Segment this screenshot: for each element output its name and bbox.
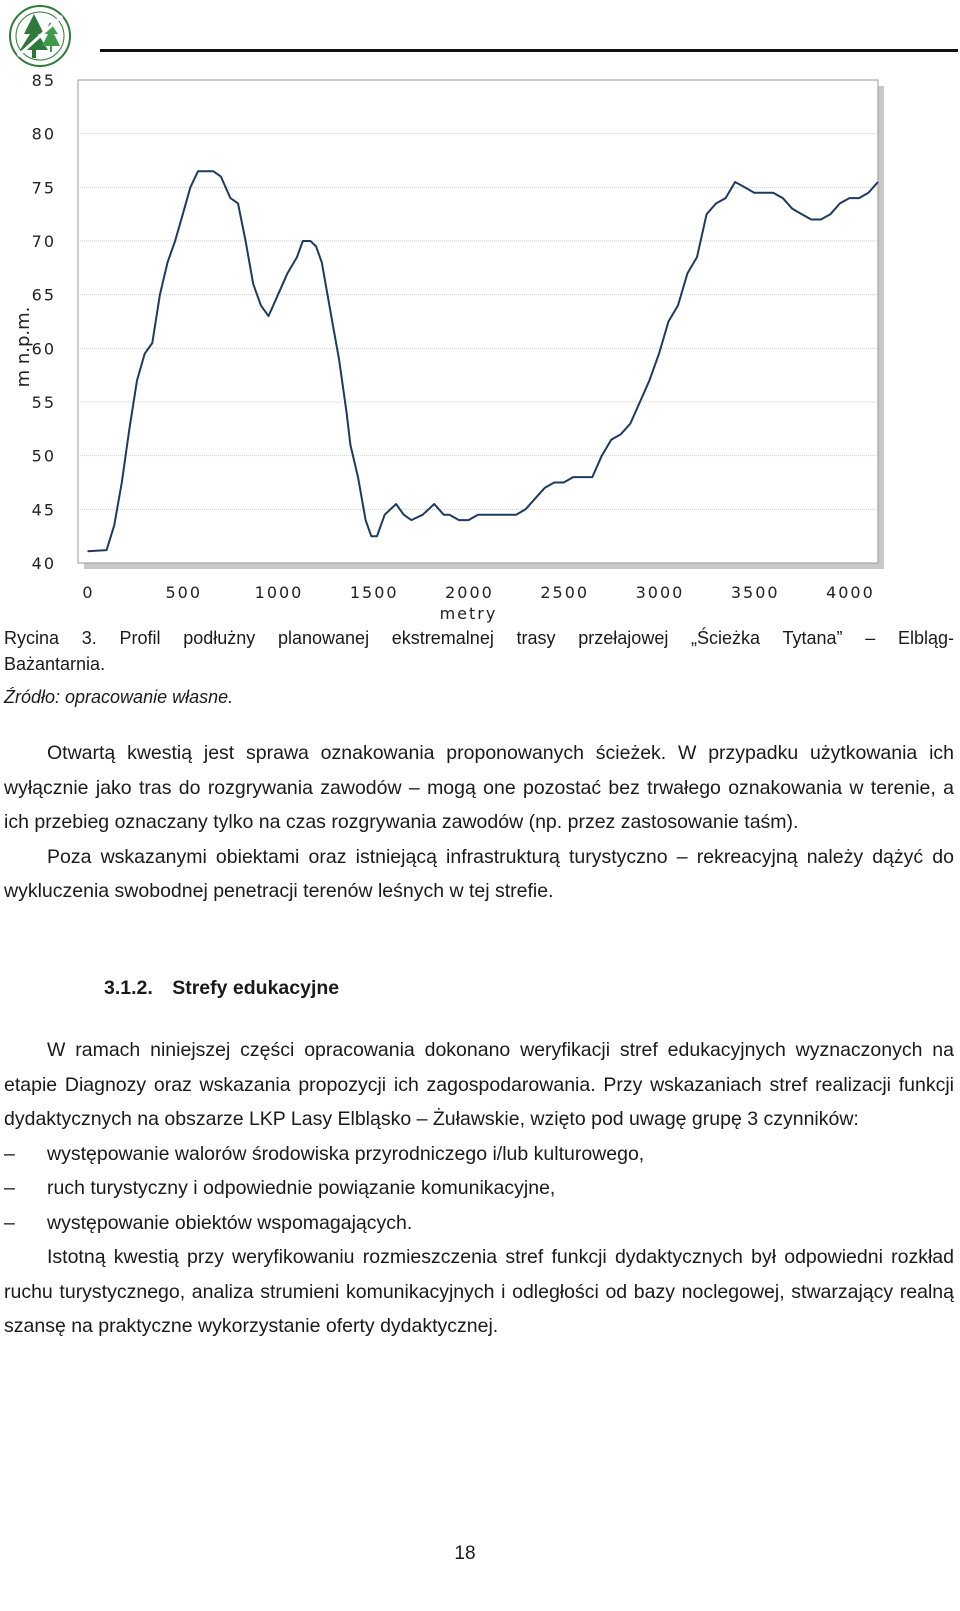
x-tick-label: 1500	[349, 583, 399, 602]
body-section-2	[4, 1033, 954, 1344]
factor-list	[4, 1137, 954, 1241]
y-tick-label: 70	[31, 232, 56, 251]
x-axis-ticks	[82, 583, 874, 602]
x-tick-label: 1000	[254, 583, 304, 602]
figure-source: Źródło: opracowanie własne.	[4, 687, 234, 707]
y-tick-label: 45	[31, 500, 56, 520]
forestry-office-logo	[4, 4, 76, 68]
elevation-profile-svg	[0, 60, 960, 645]
figure-caption	[4, 625, 954, 677]
section-title: Strefy edukacyjne	[172, 977, 340, 999]
y-tick-label: 40	[31, 554, 56, 573]
chart-frame-border	[78, 80, 878, 563]
x-tick-label: 4000	[826, 583, 875, 602]
y-tick-label: 60	[31, 339, 56, 359]
paragraph-penetration: Poza wskazanymi obiektami oraz istniejącą infrastrukturą turystyczno – rekreacyjną należy dążyć do wykluczenia swobodnej penetracji terenów leśnych w tej strefie.	[4, 845, 954, 902]
y-tick-label: 85	[31, 71, 56, 90]
list-item: – występowanie obiektów wspomagających.	[4, 1206, 954, 1241]
x-tick-label: 3500	[730, 583, 780, 602]
paragraph-education-intro: W ramach niniejszej części opracowania dokonano weryfikacji stref edukacyjnych wyznaczonych na etapie Diagnozy oraz wskazania propozycji ich zagospodarowania. Przy wskazaniach stref realizacji funkcji dydaktycznych na obszarze LKP Lasy Elbląsko – Żuławskie, wzięto pod uwagę grupę 3 czynników:	[4, 1039, 954, 1130]
figure-caption-line-2: Bażantarnia.	[4, 654, 106, 674]
elevation-profile-chart	[0, 60, 960, 645]
list-item: – występowanie walorów środowiska przyrodniczego i/lub kulturowego,	[4, 1137, 954, 1172]
x-tick-label: 500	[165, 583, 203, 602]
x-tick-label: 2500	[540, 583, 590, 602]
y-axis-label: m n.p.m.	[13, 306, 34, 388]
page-number: 18	[454, 1543, 476, 1564]
chart-frame	[78, 80, 884, 569]
y-tick-label: 80	[31, 124, 56, 144]
x-tick-label: 3000	[635, 583, 685, 602]
y-tick-label: 75	[31, 178, 56, 198]
paragraph-marking: Otwartą kwestią jest sprawa oznakowania proponowanych ścieżek. W przypadku użytkowania ich wyłącznie jako tras do rozgrywania zawodów – mogą one pozostać bez trwałego oznakowania w terenie, a ich przebieg oznaczany tylko na czas rozgrywania zawodów (np. przez zastosowanie taśm).	[4, 742, 954, 833]
x-tick-label: 2000	[445, 583, 494, 602]
x-axis-label: metry	[439, 604, 498, 623]
paragraph-education-analysis: Istotną kwestią przy weryfikowaniu rozmieszczenia stref funkcji dydaktycznych był odpowiedni rozkład ruchu turystycznego, analiza strumieni komunikacyjnych i odległości od bazy noclegowej, stwarzający realną szansę na praktyczne wykorzystanie oferty dydaktycznej.	[4, 1246, 954, 1337]
y-tick-label: 65	[31, 285, 56, 305]
section-heading	[104, 977, 353, 1000]
body-section-1	[4, 736, 954, 909]
section-number: 3.1.2.	[104, 977, 153, 999]
x-tick-label: 0	[82, 583, 95, 602]
y-axis-ticks	[32, 71, 56, 573]
tree-logo-icon	[4, 4, 76, 68]
y-tick-label: 50	[31, 446, 56, 466]
header-rule	[100, 49, 958, 52]
list-item: – ruch turystyczny i odpowiednie powiązanie komunikacyjne,	[4, 1171, 954, 1206]
figure-caption-line-1: Rycina 3. Profil podłużny planowanej ekstremalnej trasy przełajowej „Ścieżka Tytana” – Elbląg-	[4, 628, 954, 648]
y-tick-label: 55	[31, 393, 56, 412]
